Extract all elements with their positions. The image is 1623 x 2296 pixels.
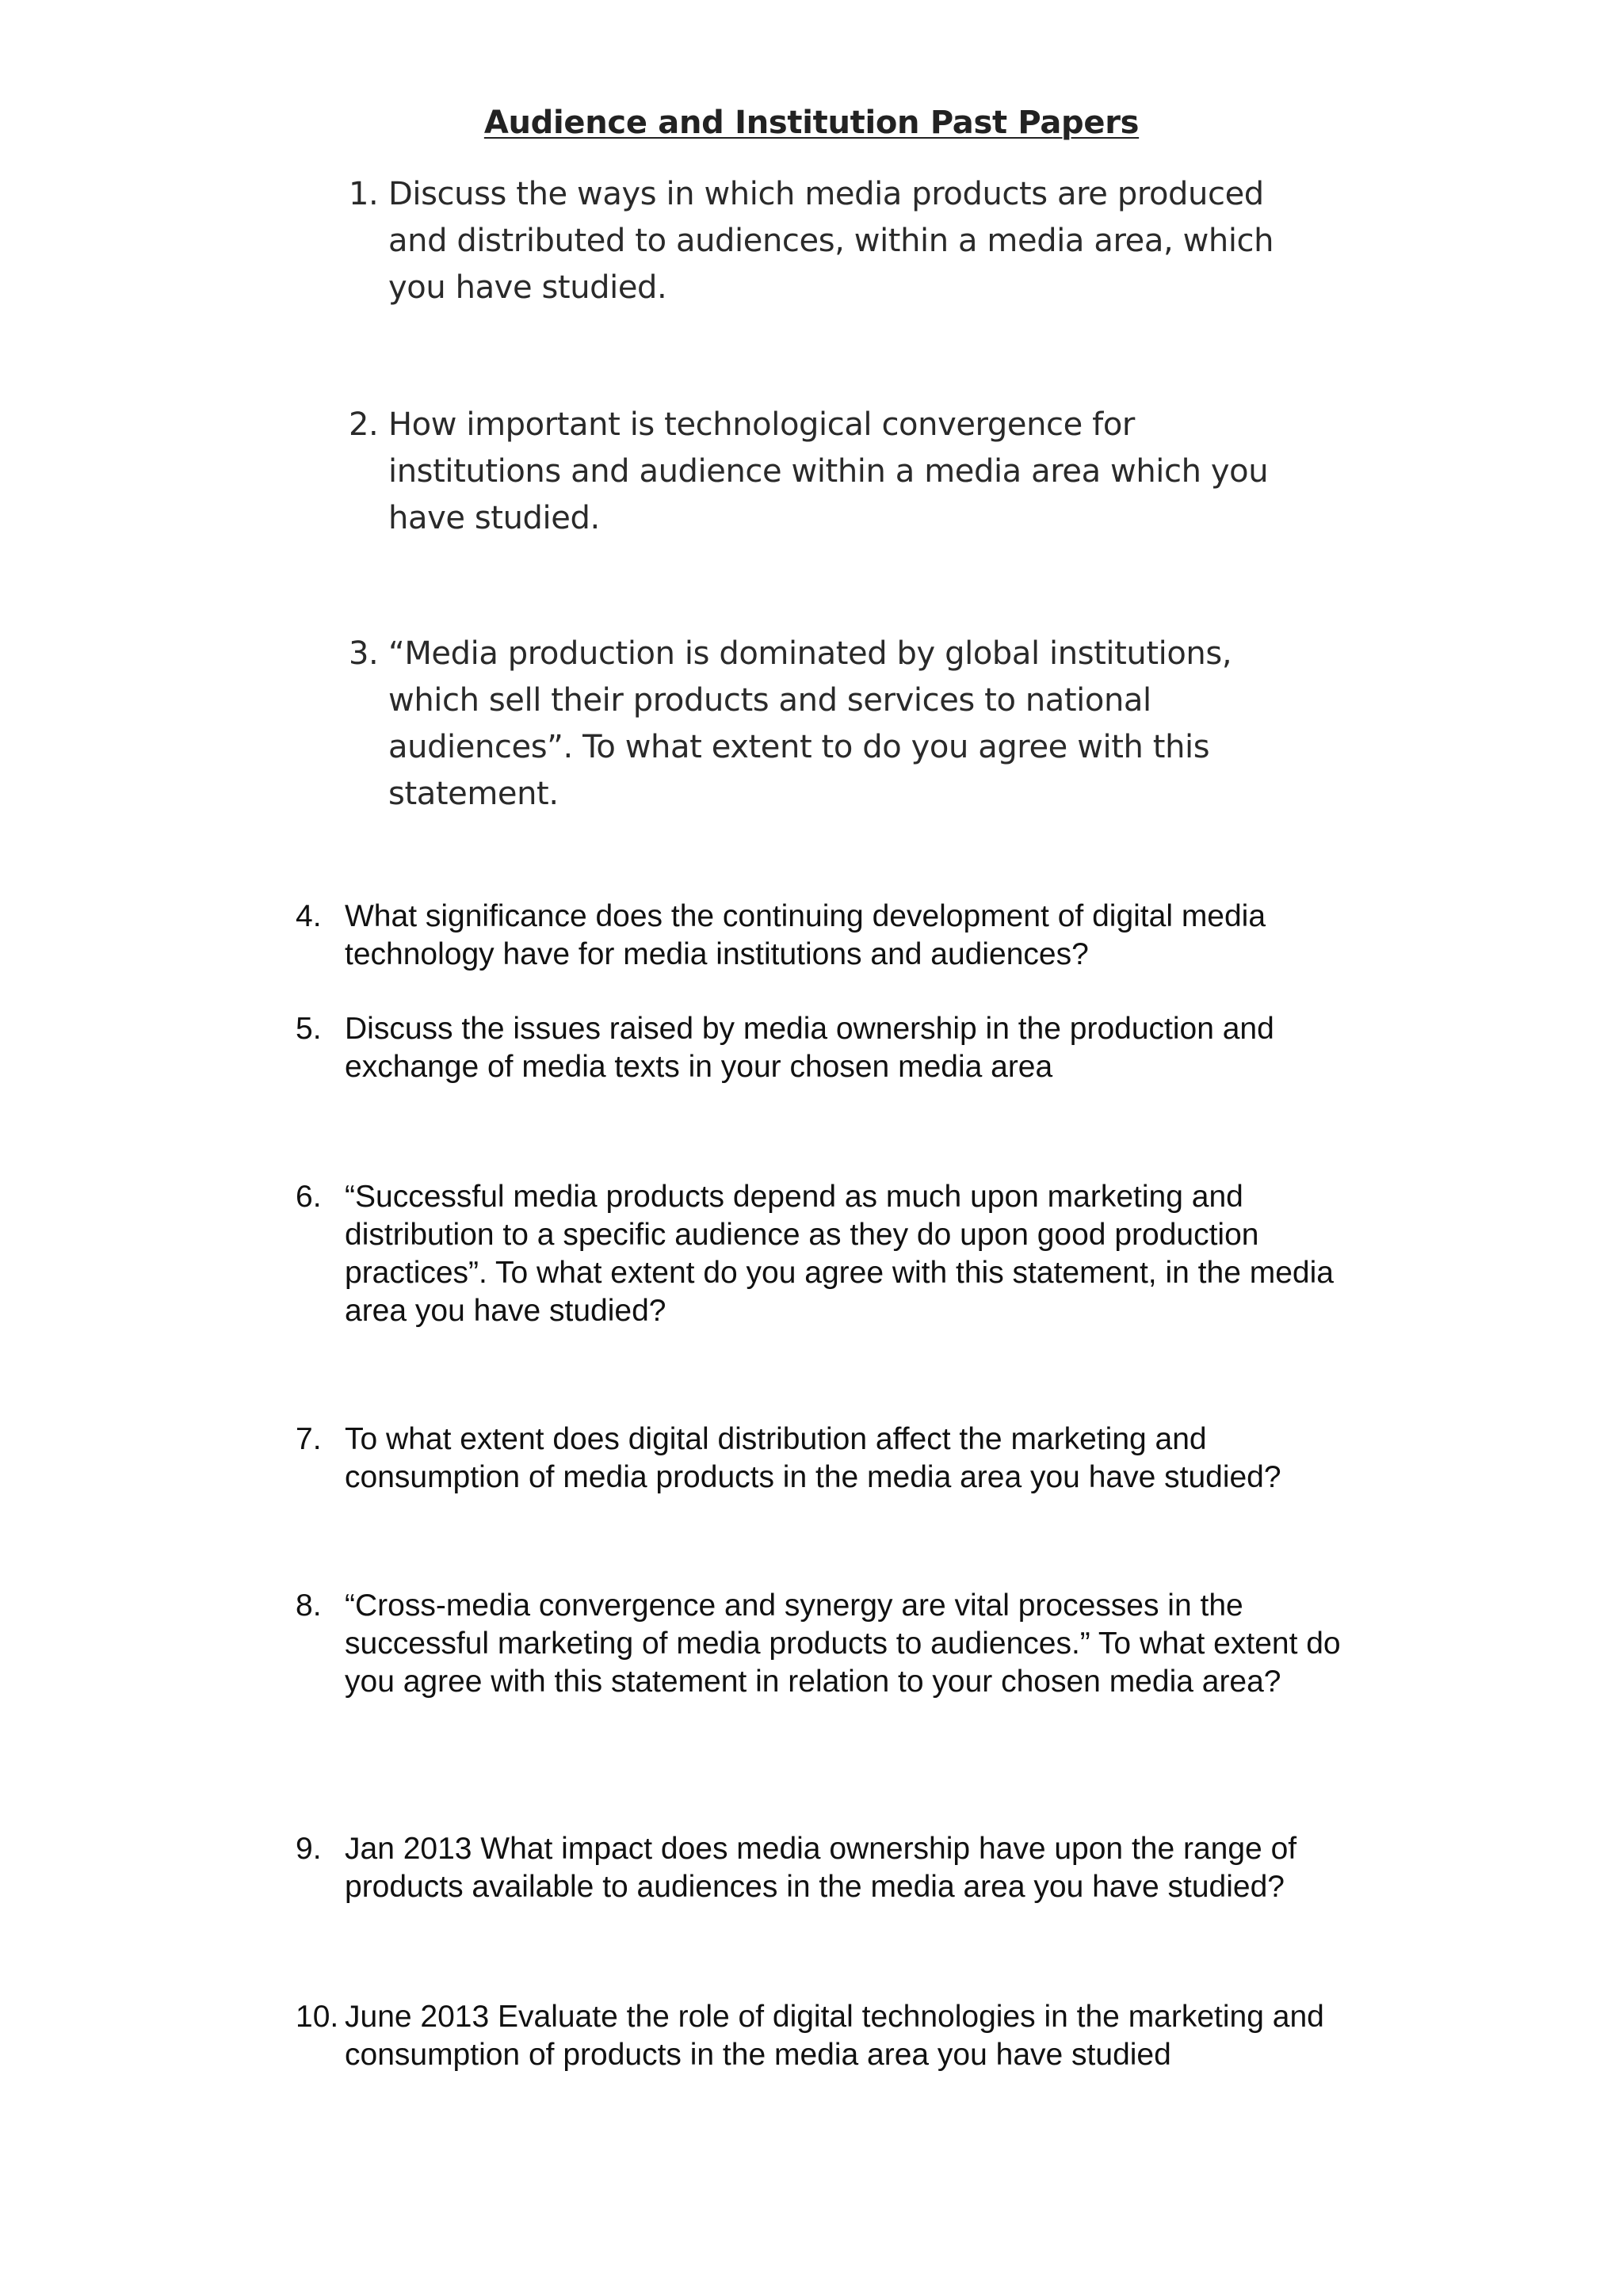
question-number: 1. <box>349 176 379 212</box>
question-2 <box>349 402 1284 542</box>
question-5 <box>296 1010 1358 1086</box>
question-text: “Successful media products depend as much upon marketing and distribution to a specific audience as they do upon good production practices”. To what extent do you agree with this statement, in the media area you have studied? <box>345 1180 1334 1328</box>
question-text: How important is technological convergence for institutions and audience within a media area which you have studied. <box>388 406 1269 536</box>
question-text: June 2013 Evaluate the role of digital technologies in the marketing and consumption of products in the media area you have studied <box>345 2000 1324 2072</box>
question-text: What significance does the continuing development of digital media technology have for media institutions and audiences? <box>345 899 1266 971</box>
question-text: To what extent does digital distribution affect the marketing and consumption of media products in the media area you have studied? <box>345 1422 1281 1494</box>
question-number: 7. <box>296 1422 322 1456</box>
question-number: 6. <box>296 1180 322 1214</box>
question-number: 9. <box>296 1832 322 1866</box>
question-number: 4. <box>296 899 322 933</box>
question-number: 5. <box>296 1012 322 1046</box>
question-number: 10. <box>296 2000 339 2034</box>
question-1 <box>349 171 1284 311</box>
question-7 <box>296 1421 1389 1497</box>
question-9 <box>296 1830 1389 1906</box>
question-text: Jan 2013 What impact does media ownership have upon the range of products available to audiences in the media area you have studied? <box>345 1832 1297 1904</box>
question-text: “Media production is dominated by global institutions, which sell their products and services to national audiences”. To what extent to do you agree with this statement. <box>388 635 1232 812</box>
question-number: 8. <box>296 1589 322 1623</box>
question-4 <box>296 898 1358 974</box>
question-10 <box>296 1998 1358 2074</box>
question-3 <box>349 631 1244 818</box>
question-text: “Cross-media convergence and synergy are vital processes in the successful marketing of media products to audiences.” To what extent do you agree with this statement in relation to your chosen media area? <box>345 1589 1341 1699</box>
page-title: Audience and Institution Past Papers <box>483 105 1140 141</box>
question-number: 3. <box>349 635 379 672</box>
question-number: 2. <box>349 406 379 443</box>
question-8 <box>296 1587 1389 1701</box>
question-6 <box>296 1178 1350 1330</box>
question-text: Discuss the issues raised by media ownership in the production and exchange of media texts in your chosen media area <box>345 1012 1274 1084</box>
question-text: Discuss the ways in which media products are produced and distributed to audiences, within a media area, which you have studied. <box>388 176 1274 306</box>
